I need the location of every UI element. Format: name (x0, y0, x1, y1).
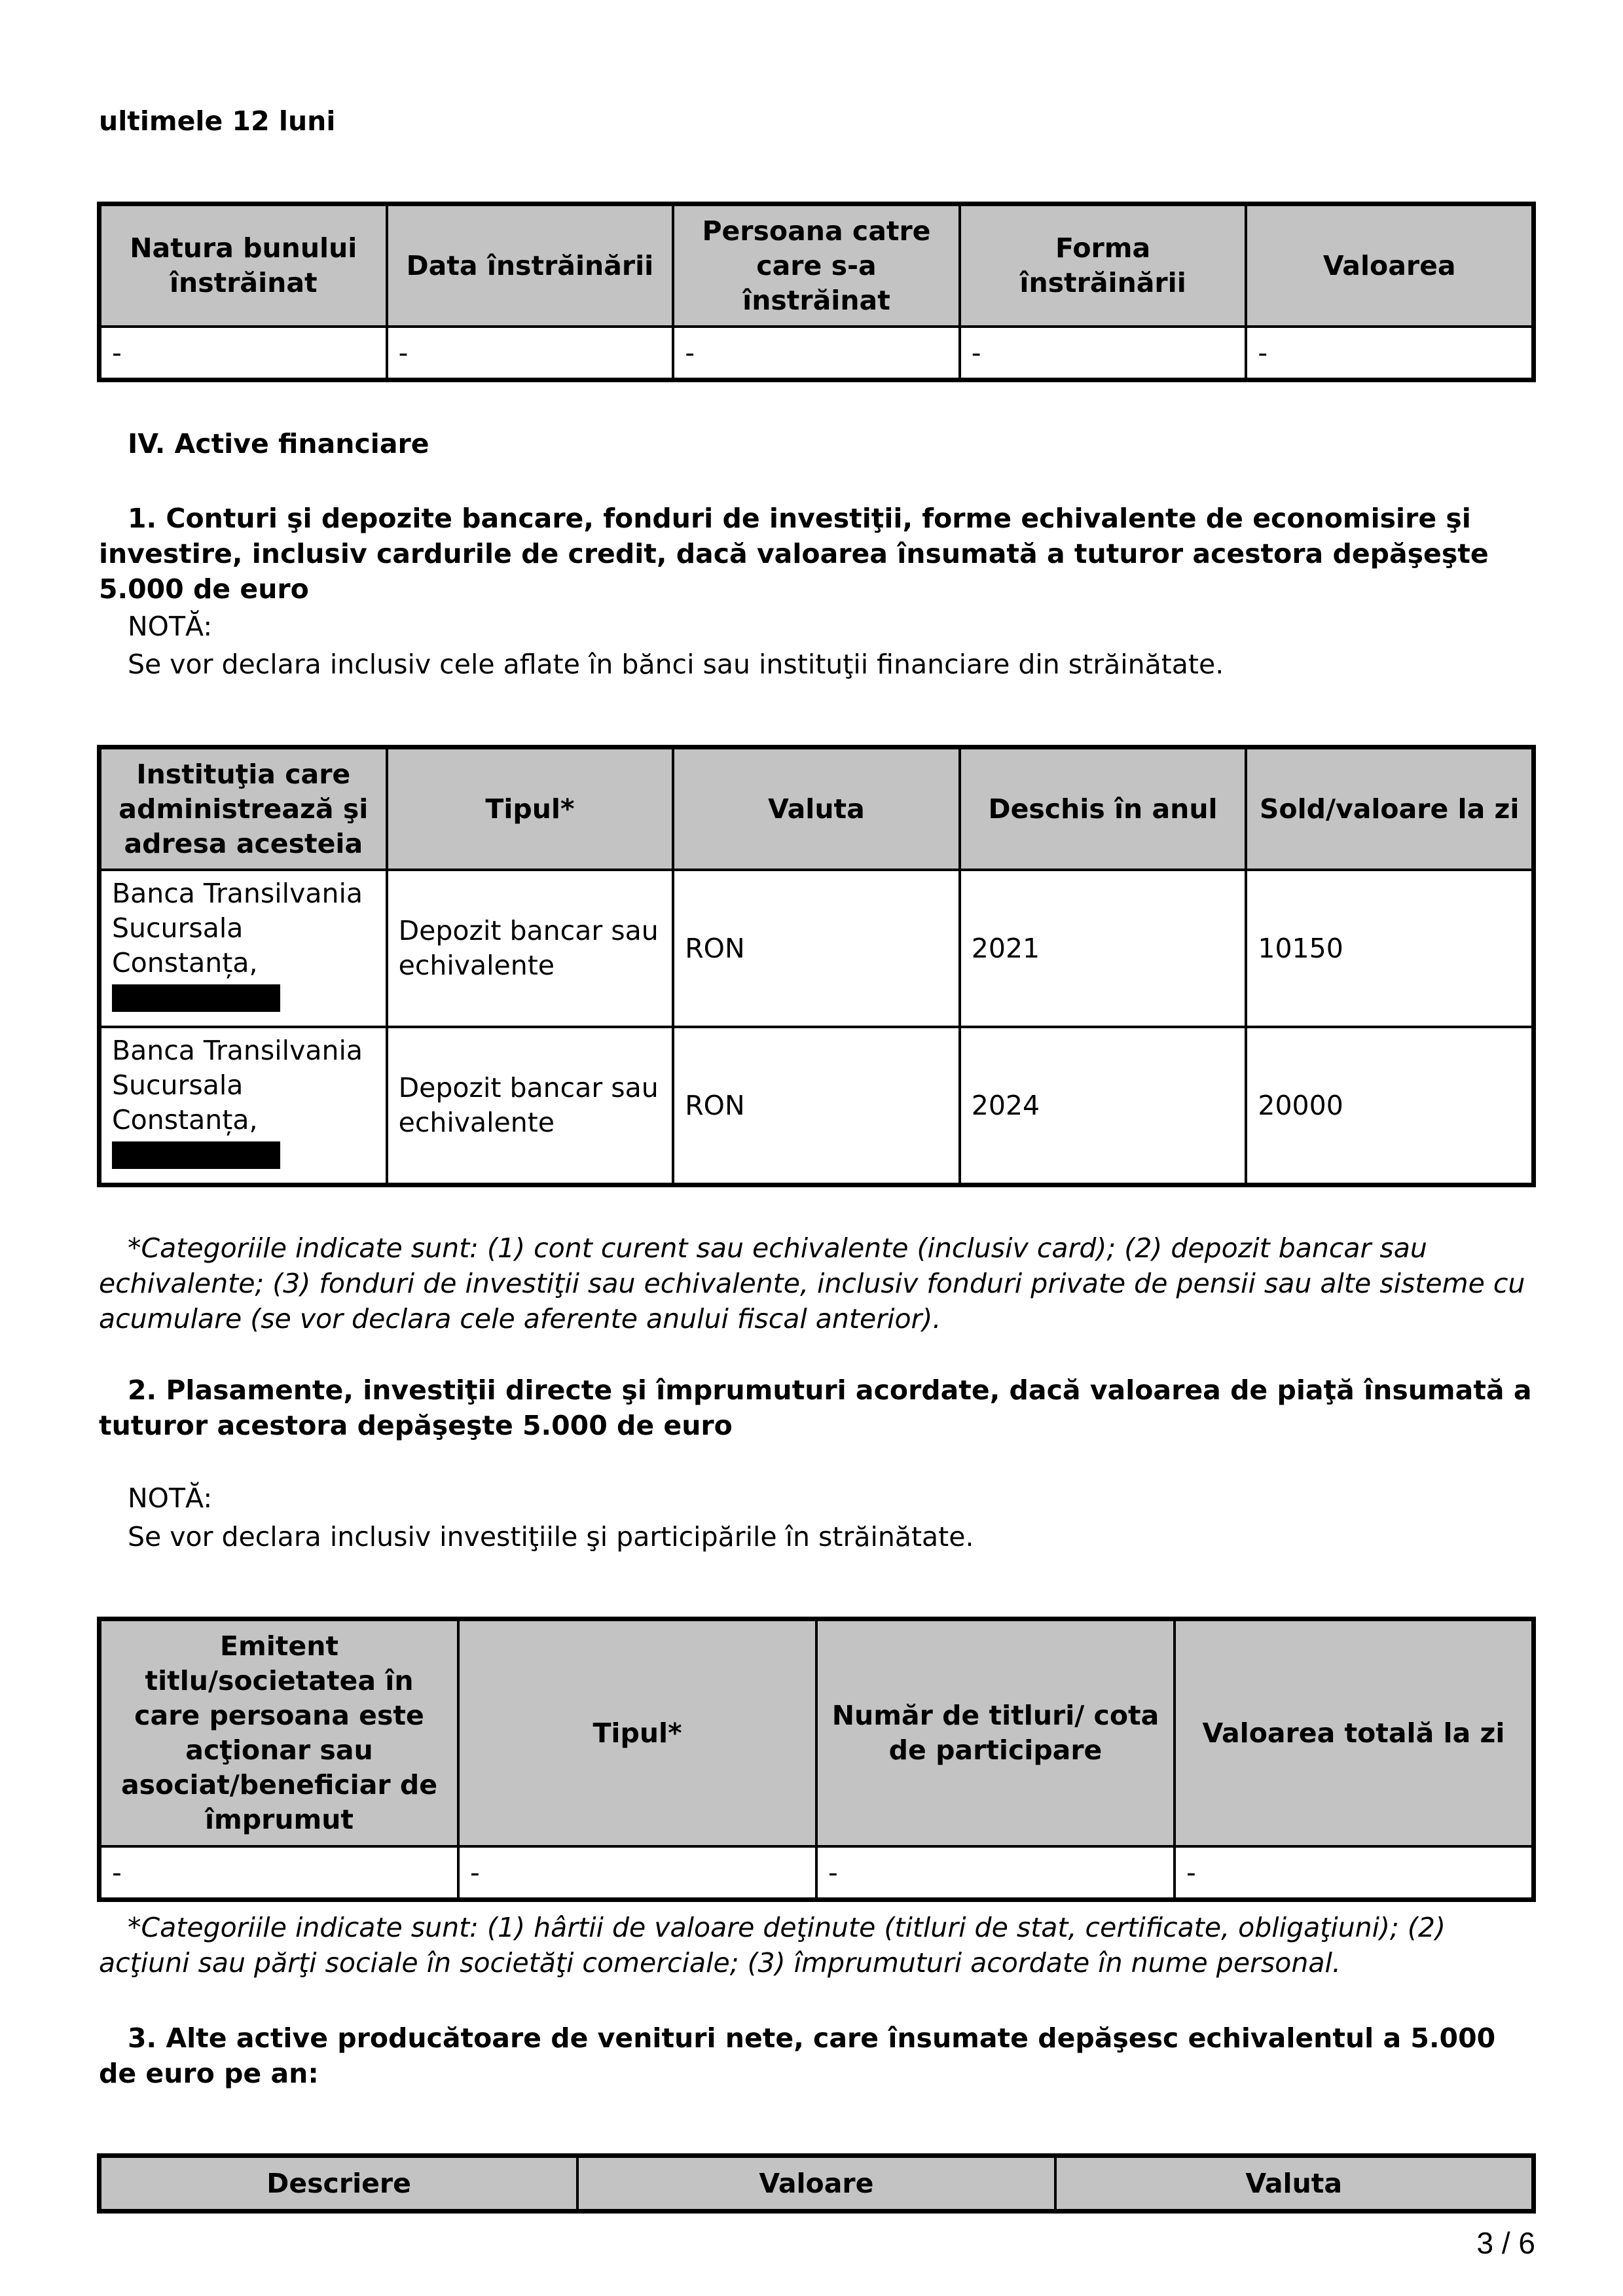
table-header-row (100, 2157, 1533, 2210)
note-label: NOTĂ: (128, 611, 213, 642)
header-cell: Deschis în anul (960, 748, 1247, 870)
table-cell: - (387, 327, 674, 379)
table-header-row (100, 748, 1533, 870)
investments-table (97, 1617, 1536, 1902)
redacted-address (112, 1141, 280, 1169)
header-cell: Valoarea (1246, 205, 1533, 327)
note-text: Se vor declara inclusiv cele aflate în bănci sau instituţii financiare din străinătate. (128, 649, 1224, 680)
subsection-1-title: 1. Conturi şi depozite bancare, fonduri de investiţii, forme echivalente de economisire şi investire, inclusiv cardurile de credit, dacă valoarea însumată a tuturor acestora depăşeşte 5.000 de euro (99, 503, 1489, 605)
table-row (100, 1027, 1533, 1184)
institution-name: Banca Transilvania Sucursala Constanța, (112, 1035, 363, 1136)
section-heading: IV. Active financiare (128, 428, 429, 459)
table-cell: 2024 (960, 1027, 1247, 1184)
subsection-3-title: 3. Alte active producătoare de venituri nete, care însumate depăşesc echivalentul a 5.000 de euro pe an: (99, 2022, 1496, 2089)
table-cell: Depozit bancar sau echivalente (387, 1027, 674, 1184)
table-cell: RON (673, 1027, 960, 1184)
table-cell: 10150 (1246, 870, 1533, 1027)
header-cell: Valoarea totală la zi (1175, 1620, 1533, 1846)
table-cell (100, 1027, 387, 1184)
header-cell: Tipul* (387, 748, 674, 870)
table-row (100, 870, 1533, 1027)
header-cell: Data înstrăinării (387, 205, 674, 327)
table-cell: Depozit bancar sau echivalente (387, 870, 674, 1027)
table-row (100, 327, 1533, 379)
header-cell: Valuta (673, 748, 960, 870)
table-cell: - (100, 1846, 458, 1899)
header-cell: Valuta (1055, 2157, 1533, 2210)
header-cell: Emitent titlu/societatea în care persoana este acţionar sau asociat/beneficiar de împrumut (100, 1620, 458, 1846)
table-header-row (100, 1620, 1533, 1846)
redacted-address (112, 984, 280, 1012)
table-header-row (100, 205, 1533, 327)
alienated-goods-table (97, 202, 1536, 382)
page-number: 3 / 6 (1476, 2226, 1535, 2260)
header-cell: Persoana catre care s-a înstrăinat (673, 205, 960, 327)
table-cell: 20000 (1246, 1027, 1533, 1184)
table-cell: - (816, 1846, 1175, 1899)
table-cell: - (100, 327, 387, 379)
header-cell: Natura bunului înstrăinat (100, 205, 387, 327)
other-assets-table (97, 2153, 1536, 2214)
header-cell: Sold/valoare la zi (1246, 748, 1533, 870)
table-cell: - (458, 1846, 816, 1899)
table-cell: - (673, 327, 960, 379)
header-cell: Forma înstrăinării (960, 205, 1247, 327)
table-cell: RON (673, 870, 960, 1027)
table-cell: - (1246, 327, 1533, 379)
table-cell: - (1175, 1846, 1533, 1899)
table-cell (100, 870, 387, 1027)
section-continuation-label: ultimele 12 luni (99, 105, 336, 137)
header-cell: Tipul* (458, 1620, 816, 1846)
header-cell: Instituţia care administrează şi adresa acesteia (100, 748, 387, 870)
institution-name: Banca Transilvania Sucursala Constanța, (112, 878, 363, 978)
footnote: *Categoriile indicate sunt: (1) hârtii de valoare deţinute (titluri de stat, certificate, obligaţiuni); (2) acţiuni sau părţi sociale în societăţi comerciale; (3) împrumuturi acordate în nume personal. (99, 1912, 1446, 1979)
header-cell: Număr de titluri/ cota de participare (816, 1620, 1175, 1846)
subsection-2-title: 2. Plasamente, investiţii directe şi împrumuturi acordate, dacă valoarea de piaţă însumată a tuturor acestora depăşeşte 5.000 de euro (99, 1374, 1532, 1441)
header-cell: Descriere (100, 2157, 577, 2210)
table-row (100, 1846, 1533, 1899)
note-label: NOTĂ: (128, 1482, 213, 1514)
table-cell: - (960, 327, 1247, 379)
bank-accounts-table (97, 745, 1536, 1187)
note-text: Se vor declara inclusiv investiţiile şi participările în străinătate. (128, 1521, 974, 1552)
table-cell: 2021 (960, 870, 1247, 1027)
header-cell: Valoare (577, 2157, 1055, 2210)
footnote: *Categoriile indicate sunt: (1) cont curent sau echivalente (inclusiv card); (2) depozit bancar sau echivalente; (3) fonduri de investiţii sau echivalente, inclusiv fonduri private de pensii sau alte sisteme cu acumulare (se vor declara cele aferente anului fiscal anterior). (99, 1232, 1525, 1335)
